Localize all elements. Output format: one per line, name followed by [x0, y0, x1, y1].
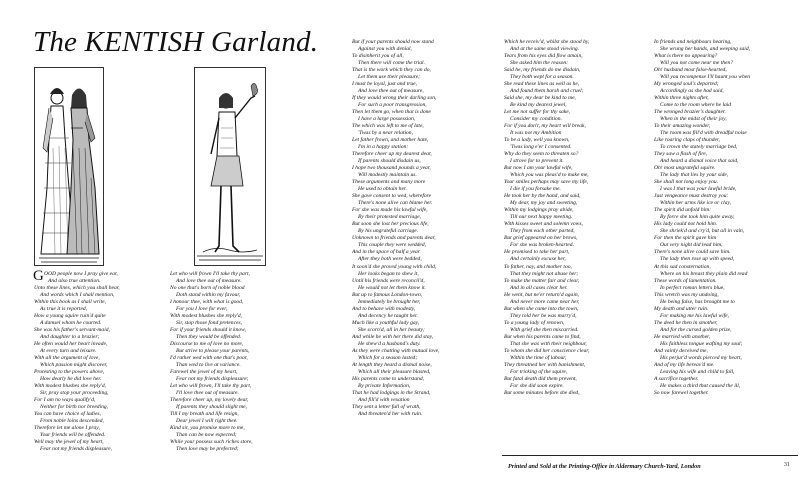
verse-line: Unknown to friends and parents dear,	[352, 235, 436, 242]
verse-line: How a young squire ruin'd quite	[34, 313, 106, 320]
verse-line: To make the matter fair and clear,	[504, 277, 580, 284]
verse-line: At this sad consternation,	[654, 263, 711, 270]
verse-line: Let them use their pleasure;	[358, 74, 421, 81]
verse-line: Farewel the jewel of my heart,	[170, 369, 238, 376]
verse-line: Out very night did lead him,	[660, 242, 723, 249]
verse-line: But some minutes before she died,	[504, 389, 580, 396]
verse-line: Till I my breath and life resign,	[170, 411, 239, 418]
verse-line: That is the work which they can do,	[352, 67, 431, 74]
verse-line: Will you recompense I'll haunt you when	[660, 74, 751, 81]
verse-line: A damsel whom he courted.	[40, 320, 102, 327]
verse-line: And threaten'd her with ruin.	[358, 410, 423, 417]
verse-line: To their amazing wonder,	[654, 123, 711, 130]
verse-line: He took her by the hand, and said,	[504, 193, 581, 200]
verse-line: And vainly deceived me,	[654, 347, 708, 354]
verse-line: He married with another,	[654, 333, 711, 340]
verse-line: For if your friends should it know,	[170, 327, 246, 334]
verse-line: I honour thee, with what is good,	[170, 299, 244, 306]
verse-line: By private Information,	[358, 382, 411, 389]
verse-line: Why do they seem to threaten so?	[504, 151, 579, 158]
verse-line: And fill'd with vexation	[358, 396, 410, 403]
verse-line: And found them harsh and cruel;	[510, 88, 584, 95]
verse-line: Accordingly as she had said,	[660, 88, 724, 95]
verse-line: 'Twas by a near relation,	[358, 130, 413, 137]
verse-line: To whom she did her conscience clear,	[504, 347, 590, 354]
verse-line: Said he, my friends do me disdain,	[504, 67, 581, 74]
verse-line: 'Twas long e'er I consented.	[510, 144, 572, 151]
verse-line: And while he with her there did stay,	[352, 333, 434, 340]
verse-line: Against you with denial,	[358, 46, 412, 53]
verse-line: And certainly excuse her,	[510, 256, 566, 263]
standing-couple-woodcut-icon	[34, 67, 104, 266]
verse-line: I have a large possession,	[358, 116, 416, 123]
verse-line: And at the same stood viewing.	[510, 46, 580, 53]
verse-line: By their protested marriage,	[358, 214, 421, 221]
verse-line: His lady could not hold him.	[654, 221, 718, 228]
verse-line: For I am no ways qualify'd,	[34, 397, 96, 404]
verse-line: As true it is reported,	[40, 306, 88, 313]
verse-line: Will modestly maintain us.	[358, 172, 417, 179]
verse-line: And love thee out of measure.	[176, 278, 242, 285]
verse-line: So now farewel together.	[654, 389, 709, 396]
verse-line: And love thee out of measure,	[358, 88, 424, 95]
verse-line: No one that's born of noble blood	[170, 285, 245, 292]
verse-line: And decency he taught her.	[358, 312, 418, 319]
verse-line: She wrung her hands, and weeping said,	[660, 46, 750, 53]
verse-line: To a young lady of renown,	[504, 319, 565, 326]
verse-line: Let father frown, and mother hate,	[352, 137, 429, 144]
verse-line: And in all cases clear her.	[510, 284, 568, 291]
verse-line: He makes a third that caused the ill,	[660, 382, 741, 389]
verse-line: His perjur'd words pierced my heart,	[660, 354, 742, 361]
verse-line: She read these lines as well as he,	[504, 81, 580, 88]
verse-line: For she was made his lawful wife,	[352, 207, 428, 214]
verse-line: Discourse to me of love no more,	[170, 341, 244, 348]
verse-line: Let me not suffer for thy sake,	[504, 109, 571, 116]
verse-line: If parents should disdain us,	[358, 158, 421, 165]
verse-line: I must be loyal, just and true,	[352, 81, 418, 88]
verse-line: They saw a flash of fire,	[654, 151, 708, 158]
verse-line: I strove for to prevent it.	[510, 158, 564, 165]
verse-line: Therefore cheer up my dearest dear,	[352, 151, 432, 158]
verse-line: He being false, has brought me to	[660, 298, 735, 305]
standing-gentleman-woodcut-icon	[194, 67, 266, 266]
verse-line: Neither for birth nor breeding,	[40, 404, 109, 411]
verse-line: The wronged brazier's daughter.	[654, 109, 726, 116]
verse-line: Leaving his wife and child to fall,	[660, 368, 735, 375]
verse-line: Her looks began to shew it,	[358, 270, 419, 277]
imprint-rule	[502, 455, 798, 456]
verse-line: Within this book as I shall write,	[34, 299, 106, 306]
verse-line: What is there no appearing?	[654, 53, 718, 60]
verse-line: Where on his breast they plain did read	[660, 270, 748, 277]
verse-line: That she was with their neighbour,	[510, 340, 587, 347]
verse-line: Come to the room where he laid	[660, 102, 732, 109]
verse-line: To disinherit you of all,	[352, 53, 404, 60]
verse-line: Consider my condition.	[510, 116, 562, 123]
verse-line: By his ungrateful carriage.	[358, 228, 419, 235]
verse-line: But fatal death did them prevent,	[504, 375, 577, 382]
verse-line: The spirit did unfold him:	[654, 207, 712, 214]
printer-imprint: Printed and Sold at the Printing-Office in Aldermary Church-Yard, London	[508, 463, 701, 470]
verse-line: With grief she then miscarried.	[510, 326, 579, 333]
verse-line: He went, but ne'er return'd again,	[504, 291, 580, 298]
verse-line: With modest blushes she reply'd,	[170, 313, 243, 320]
verse-line: Unto these lines, which you shall hear,	[34, 285, 120, 292]
verse-line: Will you not come near me then?	[660, 60, 734, 67]
verse-line: Then let them go, when that is done	[352, 109, 431, 116]
verse-line: By force she took him quite away,	[660, 214, 735, 221]
verse-line: You can have choice of ladies,	[34, 411, 101, 418]
verse-line: This wretch was my undoing,	[654, 291, 719, 298]
verse-line: They both wept for a season.	[510, 74, 574, 81]
verse-line: I die if you forsake me.	[510, 186, 561, 193]
verse-line: As they were chatting with mutual love,	[352, 347, 440, 354]
verse-line: If they would wrong their darling son,	[352, 95, 437, 102]
verse-line: He shew'd a husband's duty.	[358, 340, 421, 347]
verse-line: If parents they should slight me,	[176, 404, 247, 411]
verse-line: Immediately he brought her,	[358, 298, 421, 305]
verse-line: My dear, my joy and sweeting,	[510, 200, 578, 207]
verse-line: And of my life bereav'd me.	[654, 361, 715, 368]
verse-line: My death and utter ruin.	[654, 305, 709, 312]
verse-line: And heard a dismal voice that said,	[660, 158, 739, 165]
verse-line: Fear not my friends displeasure;	[176, 376, 249, 383]
verse-line: Oh! most ungrateful squire.	[654, 165, 716, 172]
ballad-column-2	[170, 271, 296, 453]
verse-line: I'd rather wed with one that's poor,	[170, 355, 248, 362]
verse-line: With all the argument of love,	[34, 355, 100, 362]
page-number: 31	[784, 462, 790, 468]
verse-line: Said she, my dear be kind to me,	[504, 95, 576, 102]
verse-line: That they might not abuse her;	[510, 270, 579, 277]
verse-line: The which was left to me of late,	[352, 123, 424, 130]
verse-line: Then they would be offended.	[176, 334, 242, 341]
verse-line: Within her arms like ice or clay,	[660, 200, 732, 207]
verse-line: The lady then rose up with speed,	[660, 256, 735, 263]
verse-line: Like roaring claps of thunder,	[654, 137, 720, 144]
verse-line: And words which I shall mention,	[40, 292, 115, 299]
verse-line: Dear jewel I will right thee.	[176, 418, 238, 425]
verse-line: But when his parents came to find,	[504, 333, 581, 340]
verse-line: Sir, pray stop your proceeding,	[40, 390, 109, 397]
verse-line: Till our next happy meeting.	[510, 214, 573, 221]
verse-line: I was I that was your lawful bride,	[660, 186, 737, 193]
verse-line: Within three nights after,	[654, 95, 709, 102]
verse-line: These words of lamentation.	[654, 277, 717, 284]
verse-line: Within the time of labour,	[510, 354, 567, 361]
verse-line: And daughter to a brazier;	[40, 334, 100, 341]
verse-line: These arguments and many more	[352, 179, 426, 186]
verse-line: For tricking of the squire,	[510, 368, 568, 375]
verse-line: They sent a letter full of wrath,	[352, 403, 421, 410]
verse-line: His parents come to understand,	[352, 375, 425, 382]
verse-line: To father, nay, and mother too,	[504, 263, 572, 270]
verse-line: Just vengeance must destroy you:	[654, 193, 729, 200]
verse-line: For making me his lawful wife,	[660, 312, 730, 319]
verse-line: For then the spirit gave him	[654, 235, 717, 242]
verse-line: Which you was pleas'd to make me,	[510, 172, 589, 179]
verse-line: And for the cursed golden prize,	[660, 326, 732, 333]
verse-line: They threatned her with banishment,	[504, 361, 586, 368]
verse-line: And in the space of half a year	[352, 249, 420, 256]
verse-line: Your friends will be offended.	[40, 432, 106, 439]
verse-line: And also true attention.	[48, 278, 101, 285]
verse-line: Let who will frown, I'll take thy part,	[170, 383, 252, 390]
verse-line: Sir, stop those fond pretences,	[176, 320, 243, 327]
verse-line: At every turn and leisure.	[40, 348, 97, 355]
verse-line: How dearly he did love her.	[40, 376, 102, 383]
verse-line: Which he receiv'd, whilst she stood by,	[504, 39, 590, 45]
verse-line: He would not let them know it.	[358, 284, 426, 291]
verse-line: When in the midst of their joy,	[660, 116, 727, 123]
verse-line: For such a poor transgression,	[358, 102, 427, 109]
ballad-column-1	[33, 268, 160, 453]
verse-line: Then there will come the trial.	[358, 60, 425, 67]
verse-line: She was his father's servant-maid,	[34, 327, 110, 334]
verse-line: They from each other parted,	[510, 228, 575, 235]
verse-line: But up to famous London-town,	[352, 291, 423, 298]
verse-line: In friends and neighbours hearing,	[654, 39, 732, 45]
verse-line: For she did soon expire.	[510, 382, 564, 389]
verse-line: She scorn'd, all in her beauty;	[358, 326, 425, 333]
verse-line: Tears from his eyes did flow amain,	[504, 53, 583, 60]
verse-line: She asked him the reason:	[510, 60, 569, 67]
verse-line: Protesting to the powers above,	[34, 369, 105, 376]
ballad-column-5	[654, 39, 796, 397]
verse-line: She shriek'd and cry'd, but all in vain,	[660, 228, 745, 235]
verse-line: Oh! husband most false-hearted,	[654, 67, 727, 74]
verse-line: But when she came into the town,	[504, 305, 579, 312]
ballad-column-3	[352, 39, 488, 418]
verse-line: His faithless tongue wafting my soul;	[660, 340, 743, 347]
verse-line: It was not my Ambition	[510, 130, 562, 137]
verse-line: Than wed to live at variance.	[176, 362, 241, 369]
verse-line: The deed he then in smother,	[654, 319, 718, 326]
ballad-column-4	[504, 39, 636, 397]
verse-line: For she was broken-hearted.	[510, 242, 574, 249]
verse-line: He promised to take her part,	[504, 249, 570, 256]
verse-line: There's none alive could save him.	[654, 249, 731, 256]
verse-line: Fear not my friends displeasure,	[40, 446, 113, 453]
verse-line: To be a lady, well you known,	[504, 137, 570, 144]
verse-line: Much like a youthful lady gay,	[352, 319, 420, 326]
verse-line: With kisses sweet and solemn vows,	[504, 221, 583, 228]
verse-line: I'm in a happy station:	[358, 144, 409, 151]
verse-line: A sacrifice together.	[654, 375, 699, 382]
verse-line: Until his friends were reconcil'd,	[352, 277, 425, 284]
verse-line: For you I love for ever,	[176, 306, 228, 313]
verse-line: He often would her heart invade,	[34, 341, 108, 348]
verse-line: With modest blushes she reply'd,	[34, 383, 107, 390]
verse-line: And never more came near her,	[510, 298, 580, 305]
verse-line: There's none alive can blame her.	[358, 200, 433, 207]
verse-line: And to behave with modesty,	[352, 305, 416, 312]
verse-line: Doth stand within my favour,	[176, 292, 241, 299]
verse-line: This couple they were wedded,	[358, 242, 427, 249]
verse-line: They told her he was marry'd,	[510, 312, 577, 319]
verse-line: Than can be now expected;	[176, 432, 237, 439]
verse-line: She shall not long enjoy you.	[654, 179, 719, 186]
verse-line: But now I am your lawful wife,	[504, 165, 573, 172]
verse-line: Well may the jewel of my heart,	[34, 439, 104, 446]
verse-line: It soon'd she proved young with child,	[352, 263, 437, 270]
verse-line: While your possess such riches store,	[170, 439, 253, 446]
page-title: The KENTISH Garland.	[33, 26, 319, 58]
verse-line: At length they heard a dismal noise,	[352, 361, 432, 368]
verse-line: Be kind my dearest jewel,	[510, 102, 567, 109]
verse-line: I'll love thee out of measure.	[176, 390, 239, 397]
verse-line: She gave consent to wed, wherefore	[352, 193, 432, 200]
verse-line: I hope two thousand pounds a year,	[352, 165, 431, 172]
verse-line: But strive to please your parents,	[176, 348, 250, 355]
verse-line: In perfect roman letters blue,	[660, 284, 725, 291]
verse-line: To crown the stately marriage bed,	[660, 144, 738, 151]
verse-line: The room was fill'd with dreadful noise	[660, 130, 747, 137]
verse-line: But soon she lost her precious life,	[352, 221, 429, 228]
verse-line: But grief appeared on her brows,	[504, 235, 578, 242]
verse-line: The lady that lies by your side,	[660, 172, 729, 179]
verse-line: But if your parents should now stand	[352, 39, 434, 45]
verse-line: Therefore cheer up, my lovely dear,	[170, 397, 249, 404]
verse-line: Then love may be prefected;	[176, 446, 239, 453]
verse-line: OOD people now I pray give ear,	[44, 271, 118, 277]
verse-line: Which all their pleasure blasted,	[358, 368, 431, 375]
verse-line: Let who will frown I'll take thy part,	[170, 271, 250, 277]
verse-line: Which passion might discover,	[40, 362, 108, 369]
verse-line: Within my lodgings pray abide,	[504, 207, 574, 214]
verse-line: For if you don't, my heart will break,	[504, 123, 586, 130]
verse-line: After they both were bedded,	[358, 256, 422, 263]
verse-line: That he had lodgings in the Strand,	[352, 389, 431, 396]
verse-line: Therefore let me alone I pray,	[34, 425, 100, 432]
verse-line: My wronged soul's departed;	[654, 81, 719, 88]
verse-line: Which for a season lasted;	[358, 354, 418, 361]
verse-line: Your smiles perhaps may save my life,	[504, 179, 589, 186]
verse-line: Kind sir, you promise more to me,	[170, 425, 245, 432]
verse-line: From noble loins descended,	[40, 418, 104, 425]
verse-line: He used to obtain her.	[358, 186, 407, 193]
drop-cap: G	[33, 268, 44, 284]
